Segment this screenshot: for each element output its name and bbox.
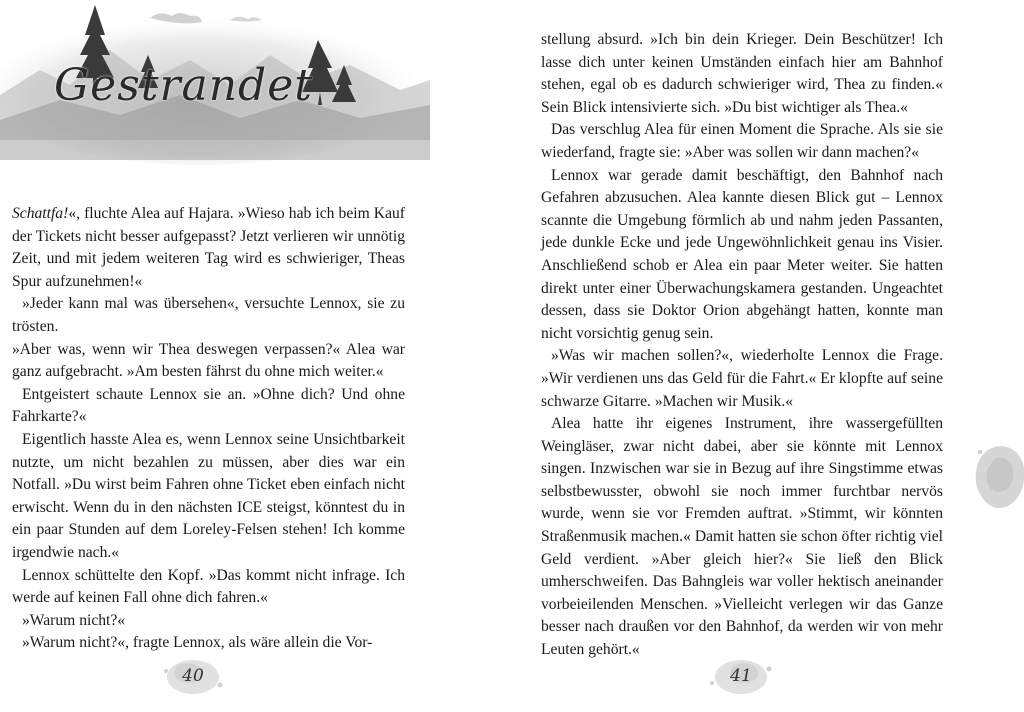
- paragraph: Lennox schüttelte den Kopf. »Das kommt nicht infrage. Ich werde auf keinen Fall ohne dich fahren.«: [12, 566, 405, 607]
- paragraph: stellung absurd. »Ich bin dein Krieger. Dein Beschützer! Ich lasse dich unter keinen Umständen einfach hier am Bahnhof stehen, egal ob es dadurch schwieriger wird, Thea zu finden.« Sein Blick intensivierte sich. »Du bist wichtiger als Thea.«: [541, 31, 943, 116]
- ink-blot-icon: [972, 440, 1024, 510]
- paragraph: »Jeder kann mal was übersehen«, versuchte Lennox, sie zu trösten.: [12, 295, 405, 335]
- italic-word: Schattfa!: [12, 205, 69, 222]
- paragraph: Alea hatte ihr eigenes Instrument, ihre wassergefüllten Weingläser, zwar nicht dabei, aber sie könnte mit Lennox singen. Inzwischen war sie in Bezug auf ihre Singstimme etwas selbstbewusster, obwohl sie noch immer furchtbar nervös wurde, wenn sie vor Fremden auftrat. »Stimmt, wir könnten Straßenmusik machen.« Damit hatten sie schon öfter richtig viel Geld verdient. »Aber gleich hier?« Sie ließ den Blick umherschweifen. Das Bahngleis war voller hektisch aneinander vorbeieilenden Menschen. »Vielleicht verlegen wir das Ganze besser nach draußen vor den Bahnhof, da werden wir von mehr Leuten gehört.«: [541, 415, 943, 659]
- page-number: 40: [182, 666, 204, 686]
- chapter-title: Gestrandet: [54, 60, 313, 111]
- paragraph: »Warum nicht?«, fragte Lennox, als wäre allein die Vor-: [22, 634, 373, 652]
- right-page-text: [541, 29, 943, 662]
- page-number: 41: [730, 666, 752, 686]
- paragraph: Lennox war gerade damit beschäftigt, den Bahnhof nach Gefahren abzusuchen. Alea kannte diesen Blick gut – Lennox scannte die Umgebung förmlich ab und nahm jeden Passanten, jede dunkle Ecke und jede Ungewöhnlichkeit genau ins Visier. Anschließend schob er Alea ein paar Meter weiter. Sie hatten direkt unter einer Überwachungskamera gestanden. Ungeachtet dessen, dass sie Doktor Orion abgehängt hatten, konnte man nicht vorsichtig genug sein.: [541, 166, 943, 342]
- page-number-left: [158, 651, 228, 701]
- paragraph: Eigentlich hasste Alea es, wenn Lennox seine Unsichtbarkeit nutzte, um nicht bezahlen zu müssen, aber dies war ein Notfall. »Du wirst beim Fahren ohne Ticket eben einfach nicht erwischt. Wenn du in den nächsten ICE steigst, könntest du in ein paar Stunden auf dem Loreley-Felsen stehen! Ich komme irgendwie nach.«: [12, 430, 405, 561]
- page-number-right: [706, 651, 776, 701]
- left-page-text: [12, 203, 405, 655]
- paragraph: Das verschlug Alea für einen Moment die Sprache. Als sie sie wiederfand, fragte sie: »Aber was sollen wir dann machen?«: [541, 121, 943, 161]
- paragraph-text: «, fluchte Alea auf Hajara. »Wieso hab ich beim Kauf der Tickets nicht besser aufgepasst? Jetzt verlieren wir unnötig Zeit, und mit jedem weiteren Tag wird es schwieriger, Theas Spur aufzunehmen!«: [12, 205, 405, 290]
- paragraph: »Aber was, wenn wir Thea deswegen verpassen?« Alea war ganz aufgebracht. »Am besten fährst du ohne mich weiter.«: [12, 340, 405, 381]
- paragraph: Entgeistert schaute Lennox sie an. »Ohne dich? Und ohne Fahrkarte?«: [12, 385, 405, 426]
- paragraph: [12, 203, 405, 293]
- paragraph: »Warum nicht?«: [22, 611, 126, 629]
- paragraph: »Was wir machen sollen?«, wiederholte Lennox die Frage. »Wir verdienen uns das Geld für die Fahrt.« Er klopfte auf seine schwarze Gitarre. »Machen wir Musik.«: [541, 347, 943, 410]
